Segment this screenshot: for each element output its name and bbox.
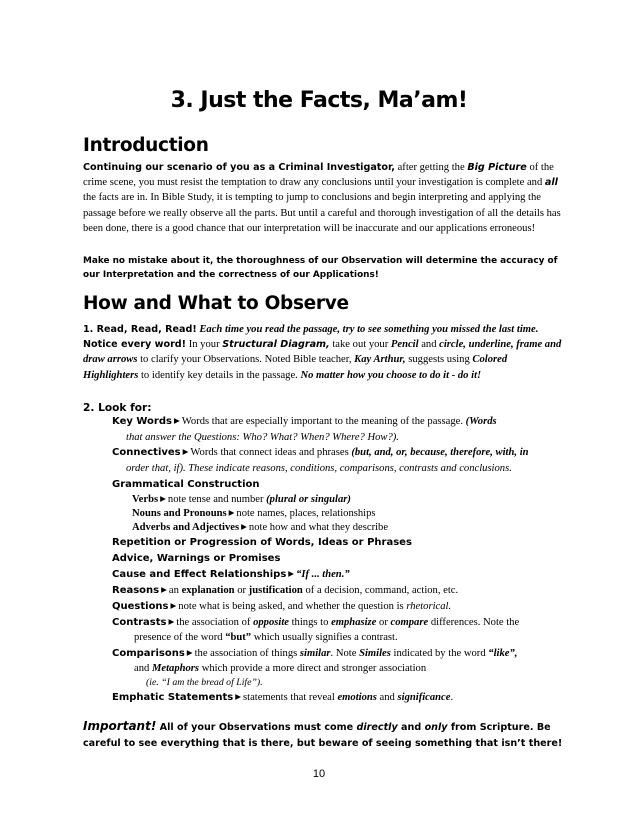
metaphors-term: Metaphors	[151, 663, 200, 674]
right-triangle-icon: ▶	[160, 494, 166, 503]
key-words-questions: (Words	[463, 416, 497, 427]
comparisons-text: indicated by the word	[390, 648, 489, 659]
list-item-reasons	[112, 585, 458, 596]
like-term: “like”,	[488, 648, 518, 659]
comparisons-label: Comparisons	[112, 648, 185, 659]
list-item-grammatical: Grammatical Construction	[112, 479, 260, 490]
verbs-desc: note tense and number	[167, 494, 267, 505]
list-item-verbs	[132, 494, 351, 505]
structural-diagram-term: Structural Diagram,	[222, 339, 330, 351]
nouns-desc: note names, places, relationships	[236, 508, 376, 519]
contrasts-text: or	[376, 617, 391, 628]
read-lead: 1. Read, Read, Read!	[83, 324, 197, 335]
comparisons-text: . Note	[330, 648, 360, 659]
read-text: take out your	[329, 339, 391, 351]
intro-emphasis-text: Make no mistake about it, the thoroughness of our Observation will determine the accuracy of our Interpretation and the correctness of our Applications!	[83, 256, 558, 280]
introduction-emphasis	[83, 254, 565, 282]
questions-label: Questions	[112, 601, 169, 612]
connectives-label: Connectives	[112, 447, 181, 458]
key-words-continued: that answer the Questions: Who? What? When? Where? How?).	[126, 432, 399, 443]
page-number: 10	[312, 768, 326, 780]
list-item-repetition: Repetition or Progression of Words, Ideas or Phrases	[112, 537, 412, 548]
contrasts-continued	[134, 632, 398, 643]
list-item-key-words	[112, 416, 497, 427]
similes-term: Similes	[359, 648, 391, 659]
do-it-text: No matter how you choose to do it - do it!	[300, 369, 482, 381]
connectives-desc: Words that connect ideas and phrases	[190, 447, 352, 458]
pencil-term: Pencil	[390, 339, 419, 351]
read-text: In your	[186, 339, 223, 351]
read-paragraph	[83, 322, 565, 383]
observe-heading: How and What to Observe	[83, 293, 349, 314]
adverbs-desc: note how and what they describe	[248, 522, 389, 533]
contrasts-text: things to	[288, 617, 332, 628]
verbs-label: Verbs	[132, 494, 159, 505]
similar-term: similar	[299, 648, 331, 659]
emphatic-text: and	[376, 692, 398, 703]
verbs-example: (plural or singular)	[266, 494, 351, 505]
right-triangle-icon: ▶	[182, 447, 189, 456]
right-triangle-icon: ▶	[241, 522, 247, 531]
marking-terms: circle, underline, frame and draw arrows	[83, 339, 562, 366]
connectives-continued: order that, if). These indicate reasons, conditions, comparisons, contrasts and conclusions.	[126, 463, 512, 474]
right-triangle-icon: ▶	[235, 692, 242, 701]
adverbs-label: Adverbs and Adjectives	[132, 522, 240, 533]
comparisons-text: and	[134, 663, 152, 674]
right-triangle-icon: ▶	[173, 416, 180, 425]
all-term: all	[544, 177, 558, 189]
cause-example: “If ... then.”	[296, 569, 350, 580]
introduction-heading: Introduction	[83, 135, 209, 156]
read-text: suggests using	[405, 354, 473, 366]
look-for-lead: 2. Look for:	[83, 402, 152, 414]
read-text: Each time you read the passage, try to see something you missed the last time.	[196, 324, 539, 335]
right-triangle-icon: ▶	[161, 585, 167, 594]
contrasts-text: differences. Note the	[428, 617, 520, 628]
intro-text: the facts are in. In Bible Study, it is tempting to jump to conclusions and begin interpreting and applying the passage before we really observe all the parts. But until a careful and thorough investigation of all the details has been done, there is a good chance that our interpretation will be inaccurate and our applications erroneous!	[83, 192, 561, 234]
right-triangle-icon: ▶	[170, 601, 177, 610]
list-item-connectives	[112, 447, 529, 458]
emotions-term: emotions	[337, 692, 377, 703]
emphatic-label: Emphatic Statements	[112, 692, 234, 703]
justification-term: justification	[248, 585, 303, 596]
reasons-label: Reasons	[112, 585, 160, 596]
important-text: and	[397, 722, 425, 733]
read-text: to identify key details in the passage.	[138, 369, 301, 381]
contrasts-text: which usually signifies a contrast.	[251, 632, 398, 643]
questions-text: note what is being asked, and whether the question is	[178, 601, 407, 612]
emphasize-term: emphasize	[331, 617, 377, 628]
kay-arthur-term: Kay Arthur,	[354, 354, 406, 366]
key-words-desc: Words that are especially important to the meaning of the passage.	[181, 416, 463, 427]
key-words-label: Key Words	[112, 416, 172, 427]
notice-text: Notice every word!	[83, 339, 187, 351]
list-item-comparisons	[112, 648, 517, 659]
highlighters-term: Colored Highlighters	[83, 354, 508, 381]
explanation-term: explanation	[181, 585, 235, 596]
comparisons-text: which provide a more direct and stronger association	[199, 663, 427, 674]
cause-label: Cause and Effect Relationships	[112, 569, 287, 580]
list-item-emphatic	[112, 692, 453, 703]
list-item-contrasts	[112, 617, 519, 628]
emphatic-text: .	[450, 692, 454, 703]
reasons-text: of a decision, command, action, etc.	[302, 585, 459, 596]
page-title: 3. Just the Facts, Ma’am!	[170, 88, 468, 113]
read-text: to clarify your Observations. Noted Bible teacher,	[137, 354, 355, 366]
but-term: “but”	[225, 632, 252, 643]
right-triangle-icon: ▶	[186, 648, 193, 657]
list-item-adverbs	[132, 522, 388, 533]
intro-text: after getting the	[394, 162, 468, 173]
important-paragraph	[83, 718, 565, 752]
comparisons-continued	[134, 663, 426, 674]
intro-text: of the crime scene, you must resist the temptation to draw any conclusions until your investigation is complete and	[83, 162, 554, 189]
contrasts-text: presence of the word	[134, 632, 226, 643]
comparisons-example: (ie. “I am the bread of Life”).	[146, 677, 263, 688]
reasons-text: or	[234, 585, 249, 596]
contrasts-label: Contrasts	[112, 617, 167, 628]
nouns-label: Nouns and Pronouns	[132, 508, 227, 519]
list-item-cause	[112, 569, 350, 580]
compare-term: compare	[390, 617, 429, 628]
right-triangle-icon: ▶	[168, 617, 175, 626]
right-triangle-icon: ▶	[228, 508, 235, 517]
emphatic-text: statements that reveal	[243, 692, 338, 703]
reasons-text: an	[168, 585, 182, 596]
only-term: only	[424, 722, 448, 733]
rhetorical-term: rhetorical.	[406, 601, 452, 612]
big-picture-term: Big Picture	[467, 162, 527, 173]
comparisons-text: the association of things	[194, 648, 300, 659]
directly-term: directly	[356, 722, 398, 733]
contrasts-text: the association of	[176, 617, 254, 628]
right-triangle-icon: ▶	[288, 569, 295, 578]
intro-lead: Continuing our scenario of you as a Criminal Investigator,	[83, 162, 395, 173]
list-item-nouns	[132, 508, 376, 519]
significance-term: significance	[397, 692, 451, 703]
read-text: and	[418, 339, 440, 351]
list-item-advice: Advice, Warnings or Promises	[112, 553, 281, 564]
introduction-paragraph	[83, 160, 565, 236]
list-item-questions	[112, 601, 451, 612]
important-text: from Scripture. Be careful to see everything that is there, but beware of seeing something that isn’t there!	[83, 722, 563, 749]
opposite-term: opposite	[253, 617, 289, 628]
important-text: All of your Observations must come	[156, 722, 357, 733]
connectives-examples: (but, and, or, because, therefore, with, in	[351, 447, 529, 458]
important-lead: Important!	[83, 719, 157, 733]
